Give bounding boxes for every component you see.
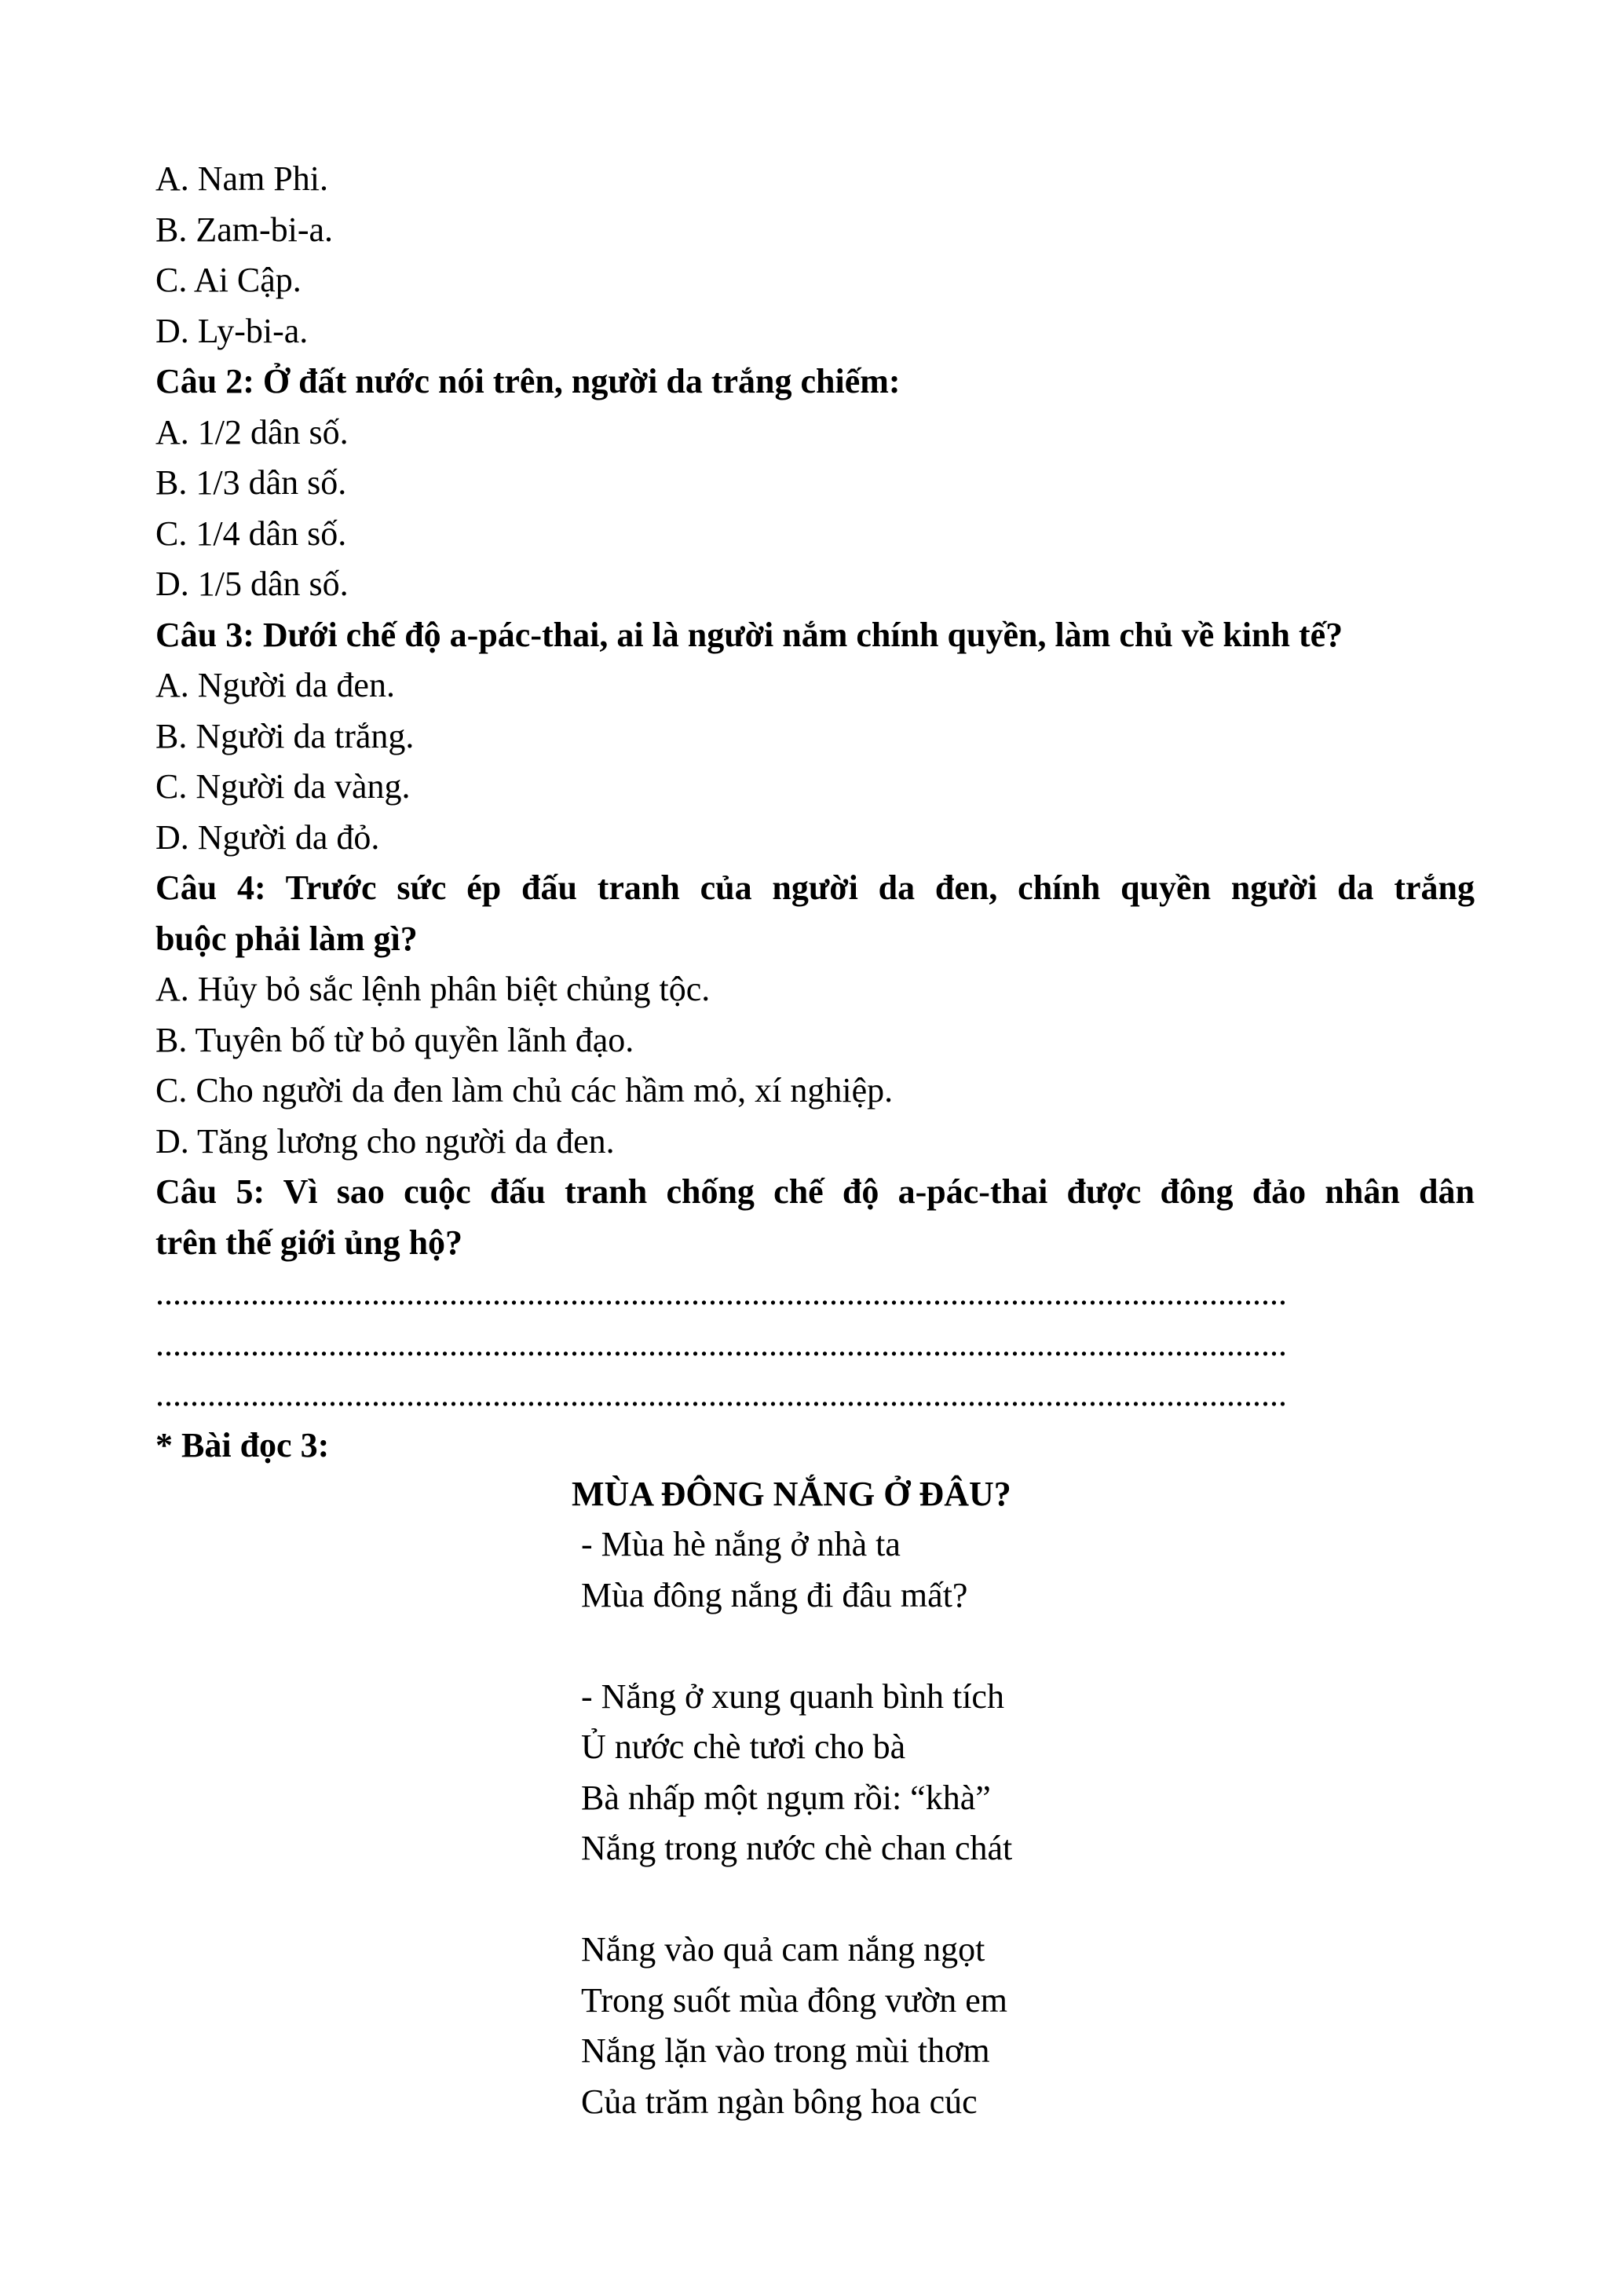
poem-stanza-3 — [581, 1925, 1288, 2127]
q4-option-a: A. Hủy bỏ sắc lệnh phân biệt chủng tộc. — [155, 970, 711, 1008]
reading3-label: * Bài đọc 3: — [155, 1425, 330, 1464]
poem-line: Ủ nước chè tươi cho bà — [581, 1727, 906, 1766]
q3-option-d: D. Người da đỏ. — [155, 817, 380, 857]
q4-option-d: D. Tăng lương cho người da đen. — [155, 1121, 615, 1161]
q5-question-line2: trên thế giới ủng hộ? — [155, 1223, 463, 1262]
q4-option-b: B. Tuyên bố từ bỏ quyền lãnh đạo. — [155, 1020, 634, 1059]
poem-stanza-1 — [581, 1519, 1288, 1621]
poem-line: Trong suốt mùa đông vườn em — [581, 1980, 1007, 2020]
q3-option-a: A. Người da đen. — [155, 666, 395, 704]
q4-option-c: C. Cho người da đen làm chủ các hầm mỏ, xí nghiệp. — [155, 1071, 894, 1110]
poem-stanza-2 — [581, 1672, 1288, 1874]
q2-question: Câu 2: Ở đất nước nói trên, người da trắng chiếm: — [155, 362, 901, 400]
poem-title: MÙA ĐÔNG NẮNG Ở ĐÂU? — [572, 1475, 1011, 1513]
q1-option-a: A. Nam Phi. — [155, 159, 328, 198]
poem-line: Của trăm ngàn bông hoa cúc — [581, 2082, 978, 2121]
q5-answer-line-3[interactable]: ................................................................................................................................... — [155, 1375, 1287, 1413]
q3-option-b: B. Người da trắng. — [155, 716, 415, 755]
q3-question: Câu 3: Dưới chế độ a-pác-thai, ai là người nắm chính quyền, làm chủ về kinh tế? — [155, 615, 1343, 654]
q2-option-b: B. 1/3 dân số. — [155, 463, 347, 502]
q2-option-c: C. 1/4 dân số. — [155, 514, 347, 553]
q5-question-line1: Câu 5: Vì sao cuộc đấu tranh chống chế độ a-pác-thai được đông đảo nhân dân — [155, 1172, 1475, 1211]
q2-option-a: A. 1/2 dân số. — [155, 412, 349, 452]
q5-answer-line-2[interactable]: ................................................................................................................................... — [155, 1324, 1287, 1363]
poem-line: - Mùa hè nắng ở nhà ta — [581, 1525, 901, 1563]
q4-question-line1: Câu 4: Trước sức ép đấu tranh của người da đen, chính quyền người da trắng — [155, 868, 1475, 907]
worksheet-content — [155, 154, 1475, 1471]
q1-option-c: C. Ai Cập. — [155, 261, 302, 299]
poem-body — [581, 1519, 1288, 2127]
poem-line: Nắng vào quả cam nắng ngọt — [581, 1930, 985, 1969]
q4-question-line2: buộc phải làm gì? — [155, 919, 418, 958]
poem-line: Nắng trong nước chè chan chát — [581, 1829, 1013, 1867]
poem-line: Nắng lặn vào trong mùi thơm — [581, 2031, 990, 2070]
poem-line: Mùa đông nắng đi đâu mất? — [581, 1575, 968, 1614]
q3-option-c: C. Người da vàng. — [155, 767, 411, 806]
q1-option-b: B. Zam-bi-a. — [155, 210, 334, 249]
q1-option-d: D. Ly-bi-a. — [155, 311, 309, 350]
poem-line: Bà nhấp một ngụm rồi: “khà” — [581, 1778, 991, 1817]
poem-line: - Nắng ở xung quanh bình tích — [581, 1676, 1004, 1716]
q5-answer-line-1[interactable]: ................................................................................................................................... — [155, 1274, 1287, 1312]
q2-option-d: D. 1/5 dân số. — [155, 565, 349, 603]
